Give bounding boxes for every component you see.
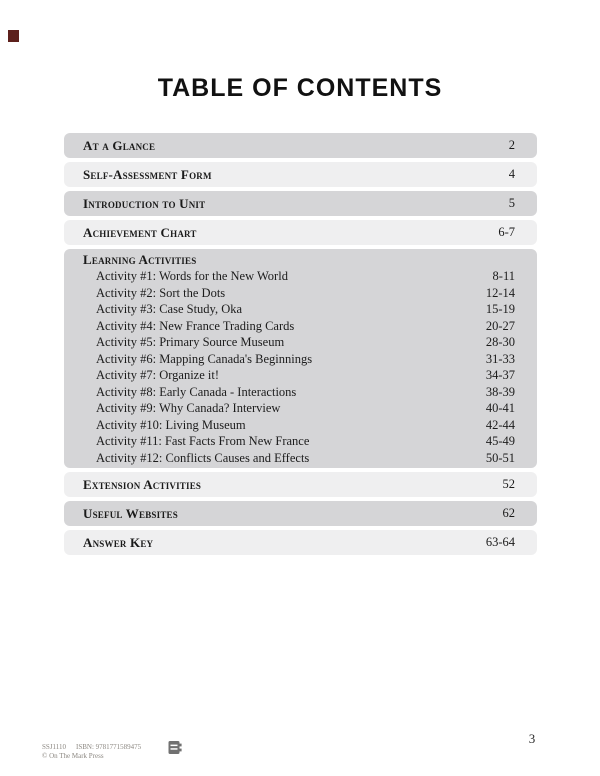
toc-row [64,191,537,216]
toc-item-label: Activity #6: Mapping Canada's Beginnings [96,351,313,366]
toc-row [64,249,537,468]
toc-item-pages: 28-30 [485,335,515,349]
toc-item-label: Activity #2: Sort the Dots [96,285,226,300]
toc-item-pages: 34-37 [485,368,515,382]
toc-section-label: Introduction to Unit [83,195,206,211]
toc-item [96,351,515,368]
table-of-contents [64,133,537,559]
toc-item-pages: 15-19 [485,302,515,316]
toc-item-pages: 45-49 [485,434,515,448]
toc-group-header [83,252,515,268]
toc-section-label: Learning Activities [83,252,197,267]
toc-row [64,220,537,245]
toc-item-label: Activity #9: Why Canada? Interview [96,401,281,415]
toc-item-pages: 40-41 [485,401,515,415]
toc-item-label: Activity #12: Conflicts Causes and Effects [96,450,310,465]
toc-item-pages: 50-51 [485,450,515,465]
toc-item [96,450,515,467]
toc-item [96,301,515,318]
toc-item [96,367,515,384]
toc-item-label: Activity #11: Fast Facts From New France [96,434,310,448]
toc-item-label: Activity #10: Living Museum [96,417,246,432]
toc-item-pages: 38-39 [485,384,515,399]
toc-item [96,285,515,302]
toc-section-label: At a Glance [83,137,156,153]
toc-item [96,334,515,351]
book-icon [168,740,182,755]
toc-item-pages: 31-33 [485,351,515,366]
toc-section-label: Extension Activities [83,476,202,492]
toc-item [96,400,515,417]
toc-section-pages: 4 [508,167,515,181]
toc-item [96,417,515,434]
toc-item [96,433,515,450]
toc-item-label: Activity #4: New France Trading Cards [96,318,295,333]
toc-section-label: Useful Websites [83,505,178,521]
toc-item-label: Activity #3: Case Study, Oka [96,302,243,316]
toc-item-pages: 12-14 [485,285,515,300]
page-number: 3 [528,731,536,746]
toc-item-label: Activity #7: Organize it! [96,368,220,382]
toc-item-pages: 20-27 [485,318,515,333]
toc-item [96,318,515,335]
toc-section-pages: 62 [502,506,515,520]
toc-row [64,472,537,497]
toc-section-label: Answer Key [83,534,154,550]
toc-item-pages: 8-11 [492,269,515,283]
toc-item-label: Activity #8: Early Canada - Interactions [96,384,297,399]
toc-item [96,268,515,285]
toc-item [96,384,515,401]
toc-row [64,133,537,158]
toc-section-pages: 6-7 [498,225,515,239]
toc-section-pages: 5 [508,196,515,210]
toc-item-label: Activity #5: Primary Source Museum [96,335,285,349]
toc-row [64,530,537,555]
toc-section-label: Self-Assessment Form [83,166,212,182]
corner-mark [8,30,19,42]
footer-line-1 [42,743,141,752]
toc-group-items [96,268,515,466]
toc-row [64,162,537,187]
toc-section-label: Achievement Chart [83,224,197,240]
toc-section-pages: 63-64 [485,535,515,549]
page-title: TABLE OF CONTENTS [157,74,443,102]
product-code: SSJ1110 [42,743,66,751]
toc-row [64,501,537,526]
toc-section-pages: 52 [502,477,515,491]
footer-credits [42,743,141,761]
toc-item-label: Activity #1: Words for the New World [96,269,288,283]
toc-section-pages: 2 [508,138,515,152]
copyright-text: © On The Mark Press [42,752,104,760]
isbn-text: ISBN: 9781771589475 [76,743,142,751]
toc-item-pages: 42-44 [485,417,515,432]
